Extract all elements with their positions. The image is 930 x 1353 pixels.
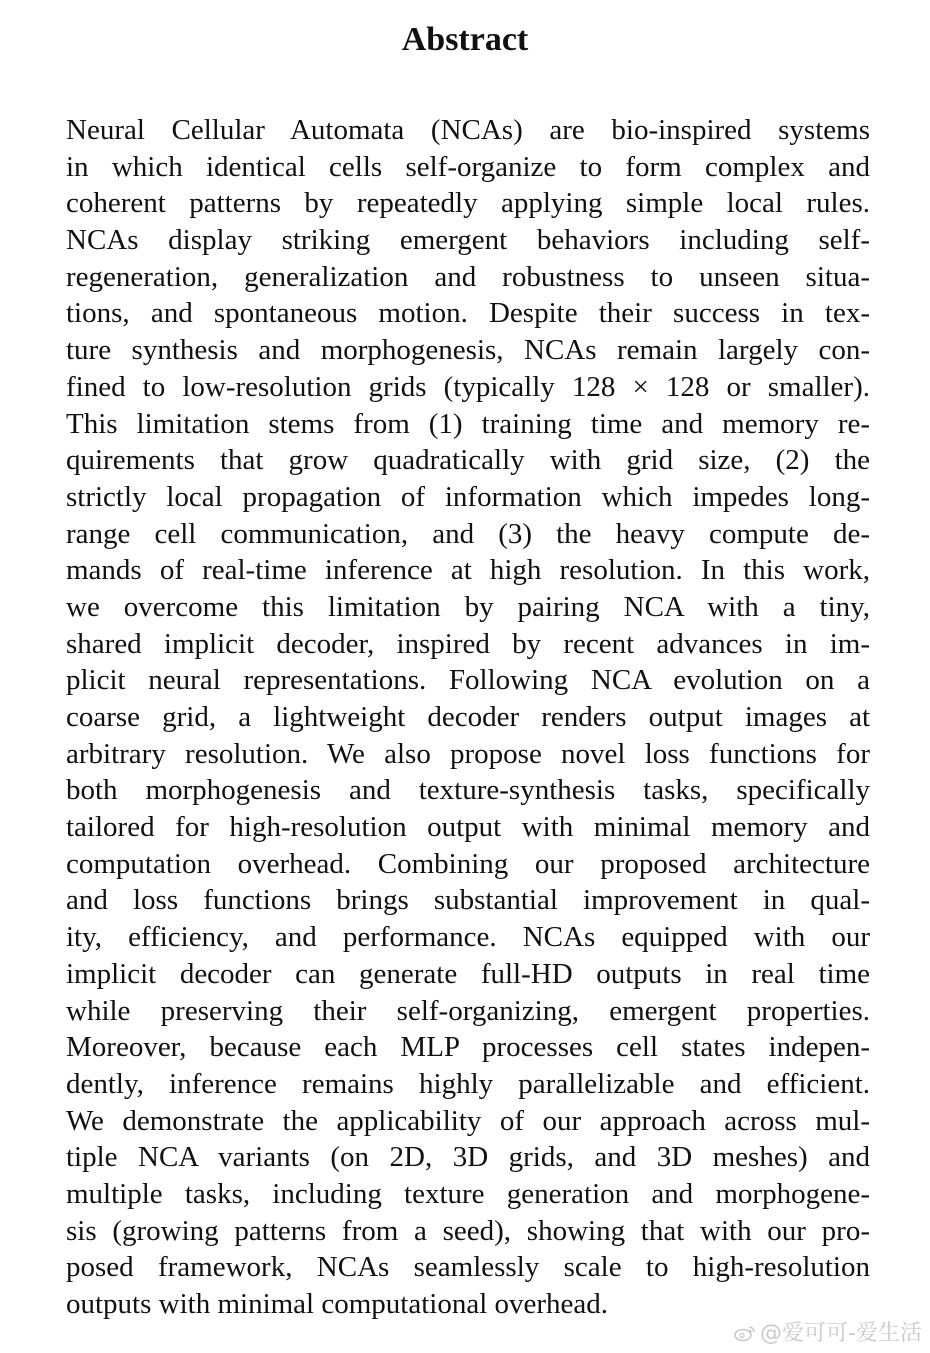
- abstract-line: tiple NCA variants (on 2D, 3D grids, and 3D meshes) and: [66, 1141, 870, 1174]
- abstract-line: tions, and spontaneous motion. Despite their success in tex-: [66, 297, 870, 330]
- abstract-line: NCAs display striking emergent behaviors including self-: [66, 224, 870, 257]
- abstract-line: both morphogenesis and texture-synthesis tasks, specifically: [66, 774, 870, 807]
- abstract-line: in which identical cells self-organize to form complex and: [66, 150, 870, 183]
- abstract-line: quirements that grow quadratically with grid size, (2) the: [66, 444, 870, 477]
- abstract-body: [66, 112, 870, 1323]
- abstract-line: We demonstrate the applicability of our approach across mul-: [66, 1104, 870, 1137]
- watermark-text: @爱可可-爱生活: [760, 1321, 922, 1346]
- abstract-line: multiple tasks, including texture generation and morphogene-: [66, 1177, 870, 1210]
- abstract-line: coarse grid, a lightweight decoder renders output images at: [66, 701, 870, 733]
- abstract-line: while preserving their self-organizing, emergent properties.: [66, 994, 870, 1027]
- abstract-line: tailored for high-resolution output with minimal memory and: [66, 811, 870, 844]
- abstract-line: coherent patterns by repeatedly applying simple local rules.: [66, 187, 870, 220]
- abstract-line: fined to low-resolution grids (typically 128 × 128 or smaller).: [66, 370, 870, 403]
- abstract-heading: Abstract: [401, 21, 529, 58]
- abstract-line: range cell communication, and (3) the heavy compute de-: [66, 517, 870, 550]
- abstract-line: arbitrary resolution. We also propose novel loss functions for: [66, 737, 870, 770]
- abstract-line: regeneration, generalization and robustness to unseen situa-: [66, 260, 870, 293]
- abstract-line: dently, inference remains highly parallelizable and efficient.: [66, 1067, 870, 1100]
- abstract-line: posed framework, NCAs seamlessly scale to high-resolution: [66, 1251, 870, 1284]
- abstract-line: This limitation stems from (1) training time and memory re-: [66, 407, 870, 440]
- watermark: [734, 1316, 922, 1347]
- abstract-line: Neural Cellular Automata (NCAs) are bio-inspired systems: [66, 114, 870, 146]
- abstract-line: strictly local propagation of information which impedes long-: [66, 480, 870, 513]
- abstract-line: outputs with minimal computational overhead.: [66, 1288, 609, 1320]
- abstract-line: implicit decoder can generate full-HD outputs in real time: [66, 957, 870, 990]
- abstract-line: shared implicit decoder, inspired by recent advances in im-: [66, 627, 870, 660]
- abstract-line: ity, efficiency, and performance. NCAs equipped with our: [66, 921, 870, 954]
- abstract-line: computation overhead. Combining our proposed architecture: [66, 847, 870, 880]
- weibo-icon: [734, 1324, 756, 1342]
- abstract-line: ture synthesis and morphogenesis, NCAs remain largely con-: [66, 334, 870, 367]
- abstract-line: and loss functions brings substantial improvement in qual-: [66, 884, 870, 917]
- abstract-line: sis (growing patterns from a seed), showing that with our pro-: [66, 1214, 870, 1247]
- abstract-line: we overcome this limitation by pairing NCA with a tiny,: [66, 590, 870, 623]
- abstract-line: Moreover, because each MLP processes cell states indepen-: [66, 1031, 870, 1064]
- abstract-line: plicit neural representations. Following NCA evolution on a: [66, 664, 870, 697]
- abstract-line: mands of real-time inference at high resolution. In this work,: [66, 554, 870, 587]
